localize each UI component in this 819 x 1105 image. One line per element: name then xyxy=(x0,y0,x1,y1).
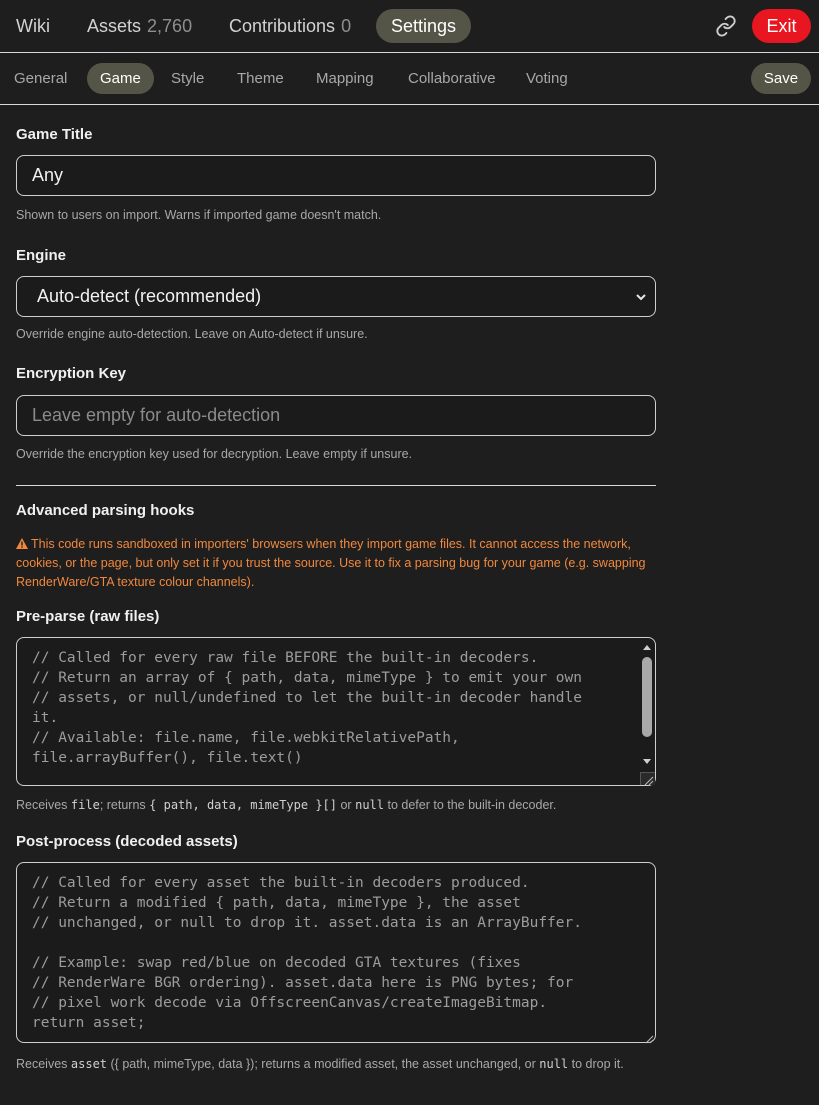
engine-help: Override engine auto-detection. Leave on Auto-detect if unsure. xyxy=(16,327,368,341)
nav-contributions-label: Contributions xyxy=(229,16,336,36)
nav-settings[interactable] xyxy=(376,9,471,43)
exit-button[interactable]: Exit xyxy=(752,9,811,43)
postprocess-help-code: asset xyxy=(70,1057,108,1071)
engine-select[interactable] xyxy=(16,276,656,317)
nav-contributions[interactable] xyxy=(229,9,351,43)
top-nav xyxy=(0,0,819,53)
game-title-label: Game Title xyxy=(16,126,93,143)
preparse-help-code: { path, data, mimeType }[] xyxy=(149,798,337,812)
resize-grip-icon xyxy=(644,1034,654,1044)
tab-mapping[interactable]: Mapping xyxy=(316,70,374,87)
postprocess-code-editor[interactable]: // Called for every asset the built-in decoders produced. // Return a modified { path, data, mimeType }, the asset // unchanged, or null to drop it. asset.data is an ArrayBuffer. // Example: swap red/blue on decoded GTA textures (fixes // RenderWare BGR ordering). asset.data here is PNG bytes; for // pixel work decode via OffscreenCanvas/createImageBitmap. return asset; xyxy=(16,862,656,1043)
preparse-help-text: or xyxy=(340,798,352,812)
save-button[interactable]: Save xyxy=(751,63,811,94)
tab-general[interactable]: General xyxy=(14,70,68,87)
engine-select-value: Auto-detect (recommended) xyxy=(37,286,262,306)
engine-label: Engine xyxy=(16,247,67,264)
nav-assets-count: 2,760 xyxy=(147,16,193,36)
preparse-help-text: ; returns xyxy=(99,798,146,812)
encryption-key-label: Encryption Key xyxy=(16,365,127,382)
nav-wiki[interactable] xyxy=(16,9,50,43)
sandbox-warning xyxy=(16,535,646,592)
nav-assets[interactable] xyxy=(87,9,192,43)
encryption-key-input[interactable] xyxy=(16,395,656,436)
tab-theme[interactable]: Theme xyxy=(237,70,284,87)
nav-assets-label: Assets xyxy=(87,16,142,36)
copy-link-button[interactable] xyxy=(712,12,740,40)
scroll-down-arrow-icon[interactable] xyxy=(643,759,651,764)
preparse-help-code: null xyxy=(355,798,384,812)
scroll-thumb[interactable] xyxy=(642,657,652,737)
resize-grip-icon xyxy=(641,775,654,786)
advanced-hooks-title: Advanced parsing hooks xyxy=(16,502,195,519)
section-divider xyxy=(16,485,656,486)
settings-tabs xyxy=(0,54,819,105)
preparse-help-code: file xyxy=(70,798,100,812)
nav-wiki-label: Wiki xyxy=(16,16,50,36)
postprocess-help-text: ({ path, mimeType, data }); returns a modified asset, the asset unchanged, or xyxy=(110,1057,536,1071)
postprocess-help xyxy=(16,1055,656,1074)
game-title-value: Any xyxy=(32,165,64,185)
preparse-help xyxy=(16,798,556,812)
tab-style[interactable]: Style xyxy=(171,70,205,87)
game-title-input[interactable] xyxy=(16,155,656,196)
preparse-resize-handle[interactable] xyxy=(640,772,655,785)
nav-contributions-count: 0 xyxy=(341,16,352,36)
preparse-scrollbar[interactable] xyxy=(640,639,654,772)
scroll-up-arrow-icon[interactable] xyxy=(643,645,651,650)
tab-game[interactable]: Game xyxy=(87,63,154,94)
preparse-help-text: to defer to the built-in decoder. xyxy=(387,798,557,812)
preparse-label: Pre-parse (raw files) xyxy=(16,608,160,625)
encryption-key-placeholder: Leave empty for auto-detection xyxy=(32,405,281,425)
tab-collaborative[interactable]: Collaborative xyxy=(408,70,496,87)
postprocess-label: Post-process (decoded assets) xyxy=(16,833,238,850)
postprocess-help-text: to drop it. xyxy=(571,1057,624,1071)
postprocess-help-text: Receives xyxy=(16,1057,68,1071)
tab-voting[interactable]: Voting xyxy=(526,70,568,87)
nav-settings-label: Settings xyxy=(391,16,457,36)
postprocess-resize-handle[interactable] xyxy=(644,1031,654,1041)
postprocess-help-code: null xyxy=(539,1057,569,1071)
link-icon xyxy=(715,15,737,37)
game-title-help: Shown to users on import. Warns if imported game doesn't match. xyxy=(16,208,382,222)
preparse-code-editor[interactable]: // Called for every raw file BEFORE the built-in decoders. // Return an array of { path, data, mimeType } to emit your own // assets, or null/undefined to let the built-in decoder handle it. // Available: file.name, file.webkitRelativePath, file.arrayBuffer(), file.text() xyxy=(16,637,656,786)
warning-icon xyxy=(16,538,28,549)
sandbox-warning-text: This code runs sandboxed in importers' browsers when they import game files. It cannot access the network, cookies, or the page, but only set it if you trust the source. Use it to fix a parsing bug for your game (e.g. swapping RenderWare/GTA texture colour channels). xyxy=(16,537,646,589)
encryption-key-help: Override the encryption key used for decryption. Leave empty if unsure. xyxy=(16,447,413,461)
chevron-down-icon xyxy=(635,291,647,303)
preparse-help-text: Receives xyxy=(16,798,68,812)
